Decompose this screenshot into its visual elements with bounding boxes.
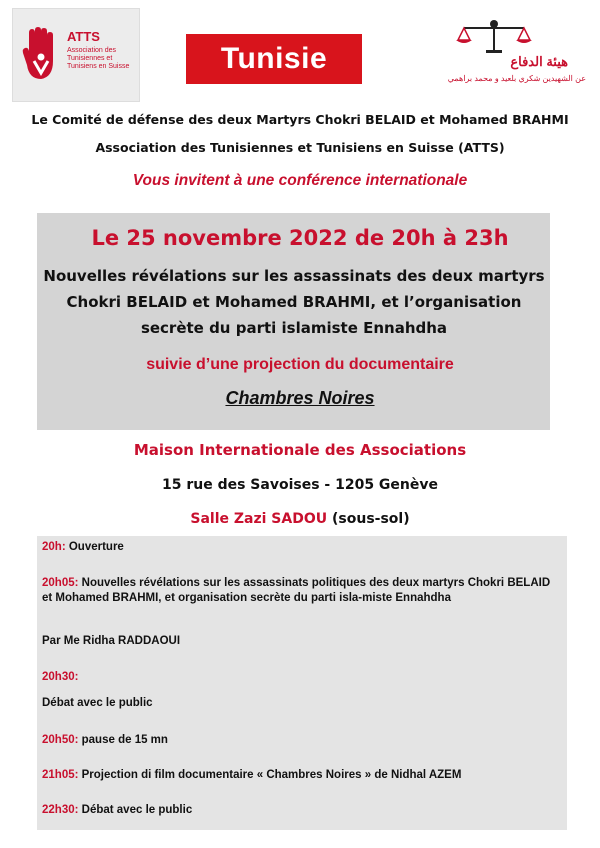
program-time: 20h05: <box>42 577 79 589</box>
event-headline: Nouvelles révélations sur les assassinats des deux martyrs Chokri BELAID et Mohamed BRAHMI, et l’organisation secrète du parti islamiste Ennahdha <box>43 267 545 337</box>
room-name: Salle Zazi SADOU <box>190 511 328 527</box>
program-text: Par Me Ridha RADDAOUI <box>42 635 181 647</box>
program-item <box>42 696 562 711</box>
justice-scale-icon <box>454 18 534 54</box>
program-item <box>42 733 562 748</box>
country-banner: Tunisie <box>186 34 362 84</box>
documentary-title: Chambres Noires <box>225 388 375 408</box>
program-item <box>42 634 562 649</box>
program-time: 20h30: <box>42 671 79 683</box>
program-item <box>42 768 562 783</box>
program-text: Débat avec le public <box>81 804 193 816</box>
defense-committee-logo <box>396 18 588 88</box>
venue-room <box>0 511 600 527</box>
defense-committee-title: هيئة الدفاع <box>510 54 568 69</box>
invitation-text: Vous invitent à une conférence internationale <box>132 172 468 189</box>
program-item <box>42 670 562 685</box>
program-text: Nouvelles révélations sur les assassinats politiques des deux martyrs Chokri BELAID et Mohamed BRAHMI, et organisation secrète du parti isla-miste Ennahdha <box>42 577 551 604</box>
atts-logo <box>12 8 140 102</box>
program-item <box>42 540 562 555</box>
program-text: Projection di film documentaire « Chambres Noires » de Nidhal AZEM <box>81 769 462 781</box>
atts-name: ATTS <box>67 29 100 44</box>
program-text: Débat avec le public <box>42 697 153 709</box>
program-item <box>42 576 562 606</box>
program-text: pause de 15 mn <box>81 734 168 746</box>
room-floor: (sous-sol) <box>332 511 410 527</box>
program-time: 20h50: <box>42 734 79 746</box>
program-text: Ouverture <box>68 541 124 553</box>
defense-committee-subtitle: عن الشهيدين شكري بلعيد و محمد براهمي <box>447 74 586 83</box>
program-item <box>42 803 562 818</box>
hand-icon <box>21 27 61 85</box>
event-date: Le 25 novembre 2022 de 20h à 23h <box>91 226 509 250</box>
program-time: 22h30: <box>42 804 79 816</box>
organizer-line-2: Association des Tunisiennes et Tunisiens en Suisse (ATTS) <box>95 140 505 155</box>
atts-subtitle: Association des Tunisiennes et Tunisiens en Suisse <box>67 47 130 70</box>
venue-name: Maison Internationale des Associations <box>133 441 467 459</box>
program-time: 20h: <box>42 541 66 553</box>
screening-note: suivie d’une projection du documentaire <box>146 356 454 373</box>
program-time: 21h05: <box>42 769 79 781</box>
venue-address: 15 rue des Savoises - 1205 Genève <box>161 477 439 493</box>
organizer-line-1: Le Comité de défense des deux Martyrs Chokri BELAID et Mohamed BRAHMI <box>31 112 569 127</box>
